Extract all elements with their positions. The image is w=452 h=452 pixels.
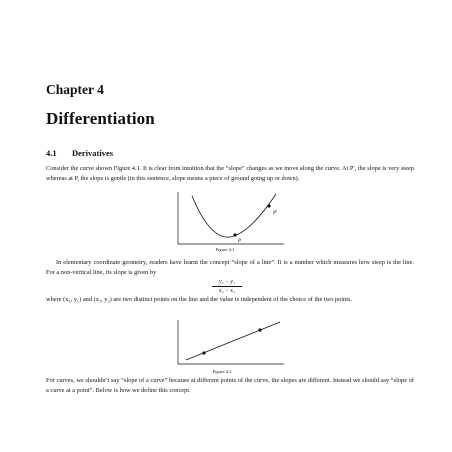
- figure2-line: [186, 322, 280, 360]
- section-title: Derivatives: [72, 148, 114, 158]
- point-p: [233, 233, 236, 236]
- formula-numerator: y₂ − y₁: [212, 279, 242, 287]
- point-2: [258, 328, 261, 331]
- paragraph-points: where (x₁, y₁) and (x₂, y₂) are two distinct points on the line and the value is independent of the choice of the two points.: [46, 296, 353, 303]
- section-heading: [46, 148, 113, 158]
- figure-line: [172, 318, 292, 368]
- chapter-label: Chapter 4: [46, 82, 104, 97]
- paragraph-slope-of-line: In elementary coordinate geometry, readers have learnt the concept “slope of a line”. It is a number which measures how steep is the line. For a non-vertical line, its slope is given by: [46, 259, 414, 277]
- formula-denominator: x₂ − x₁: [219, 288, 235, 294]
- slope-formula: [212, 279, 242, 294]
- figure1-caption: Figure 4.1: [215, 247, 235, 252]
- point-p-prime: [267, 204, 270, 207]
- label-p: P: [238, 239, 242, 244]
- paragraph-slope-at-point: For curves, we shouldn’t say “slope of a curve” because at different points of the curve, the slopes are different. Instead we should say “slope of a curve at a point”. Below is how we define this concept.: [46, 377, 414, 395]
- point-1: [202, 351, 205, 354]
- paragraph-curve-slope: Consider the curve shown Figure 4.1. It is clear from intuition that the “slope” changes as we move along the curve. At P′, the slope is very steep whereas at P, the slope is gentle (in this sentence, slope means a piece of ground going up or down).: [46, 165, 414, 183]
- label-p-prime: P′: [273, 211, 278, 216]
- figure1-curve: [192, 194, 276, 237]
- chapter-title: Differentiation: [46, 109, 155, 128]
- figure2-caption: Figure 4.2: [212, 369, 232, 374]
- section-number: 4.1: [46, 148, 57, 158]
